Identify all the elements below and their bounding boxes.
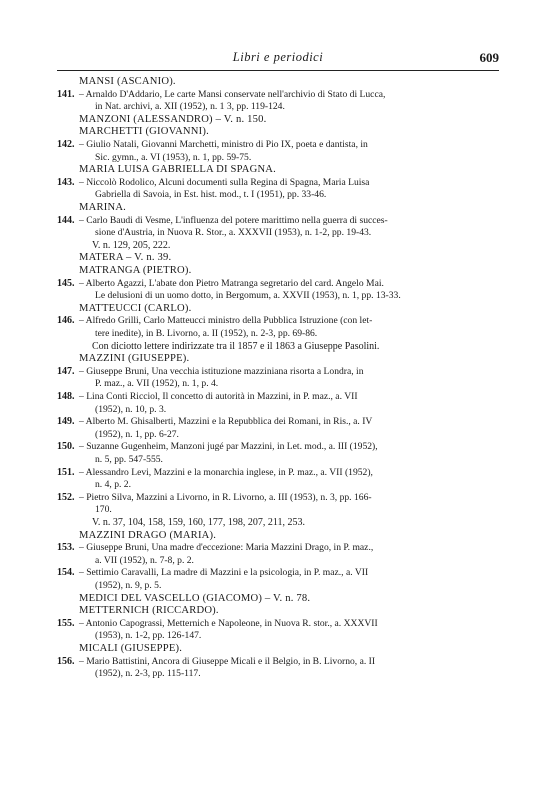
bib-continuation-line [0,328,550,340]
line-text: MANSI (ASCANIO). [79,76,176,87]
line-text: (1952), n. 2-3, pp. 115-117. [95,668,201,680]
entry-number: 153. [57,542,75,554]
line-text: MAZZINI DRAGO (MARIA). [79,529,217,541]
line-text: – Alessandro Levi, Mazzini e la monarchia inglese, in P. maz., a. VII (1952), [79,466,373,478]
subject-heading [0,126,550,138]
entry-number: 144. [57,214,75,226]
line-text: a. VII (1952), n. 7-8, p. 2. [95,554,194,566]
subject-heading [0,530,550,542]
line-text: MATRANGA (PIETRO). [79,265,192,276]
header-rule [57,70,499,71]
entry-number: 152. [57,491,75,503]
line-text: P. maz., a. VII (1952), n. 1, p. 4. [95,378,219,390]
entry-number: 148. [57,391,75,402]
line-text: MANZONI (ALESSANDRO) – V. n. 150. [79,113,267,125]
entry-number: 149. [57,416,75,428]
bib-entry-line [0,567,550,579]
subject-heading [0,252,550,264]
bib-entry-line [0,366,550,378]
line-text: sione d'Austria, in Nuova R. Stor., a. XXXVII (1953), n. 1-2, pp. 19-43. [95,227,372,239]
subject-heading [0,605,550,617]
line-text: MARINA. [79,202,127,213]
bib-continuation-line [0,668,550,680]
line-text: (1952), n. 9, p. 5. [95,580,162,591]
subject-heading [0,265,550,277]
line-text: V. n. 129, 205, 222. [92,239,171,251]
entry-number: 143. [57,176,75,188]
entry-number: 154. [57,567,75,579]
line-text: – Arnaldo D'Addario, Le carte Mansi conservate nell'archivio di Stato di Lucca, [79,88,386,100]
line-text: MATERA – V. n. 39. [79,252,172,264]
line-text: Sic. gymn., a. VI (1953), n. 1, pp. 59-75. [95,151,252,163]
subject-heading [0,353,550,365]
entry-number: 156. [57,655,75,667]
bib-continuation-line [0,580,550,592]
bib-entry-line [0,391,550,403]
line-text: (1953), n. 1-2, pp. 126-147. [95,630,202,642]
line-text: n. 5, pp. 547-555. [95,454,163,465]
line-text: – Suzanne Gugenheim, Manzoni jugé par Mazzini, in Let. mod., a. III (1952), [79,441,378,453]
bib-entry-line [0,441,550,453]
line-text: MARIA LUISA GABRIELLA DI SPAGNA. [79,164,277,176]
bib-continuation-line [0,189,550,201]
subject-heading [0,303,550,315]
page-number: 609 [479,50,499,65]
line-text: in Nat. archivi, a. XII (1952), n. 1 3, pp. 119-124. [95,101,285,113]
line-text: – Alberto M. Ghisalberti, Mazzini e la Repubblica dei Romani, in Ris., a. IV [79,416,373,428]
subject-heading [0,593,550,605]
subject-heading [0,643,550,655]
bib-entry-line [0,215,550,227]
entry-number: 150. [57,441,75,453]
running-header [57,50,499,68]
bib-entry-line [0,492,550,504]
bib-continuation-line [0,517,550,529]
line-text: METTERNICH (RICCARDO). [79,605,219,617]
line-text: – Antonio Capograssi, Metternich e Napoleone, in Nuova R. stor., a. XXXVII [79,617,378,629]
entry-number: 155. [57,617,75,629]
subject-heading [0,114,550,126]
line-text: – Lina Conti Ricciol, Il concetto di autorità in Mazzini, in P. maz., a. VII [79,391,358,402]
line-text: V. n. 37, 104, 158, 159, 160, 177, 198, 207, 211, 253. [92,517,306,528]
bib-entry-line [0,89,550,101]
bib-entry-line [0,278,550,290]
line-text: – Giuseppe Bruni, Una vecchia istituzione mazziniana risorta a Londra, in [79,365,364,377]
line-text: MEDICI DEL VASCELLO (GIACOMO) – V. n. 78. [79,592,311,604]
subject-heading [0,202,550,214]
line-text: 170. [95,504,112,516]
line-text: – Pietro Silva, Mazzini a Livorno, in R. Livorno, a. III (1953), n. 3, pp. 166- [79,491,372,503]
bib-continuation-line [0,504,550,516]
entry-number: 151. [57,466,75,478]
line-text: Con diciotto lettere indirizzate tra il 1857 e il 1863 a Giuseppe Pasolini. [92,340,380,352]
bib-entry-line [0,467,550,479]
line-text: MAZZINI (GIUSEPPE). [79,353,190,365]
bib-continuation-line [0,479,550,491]
line-text: – Giulio Natali, Giovanni Marchetti, ministro di Pio IX, poeta e dantista, in [79,139,368,150]
bib-entry-line [0,139,550,151]
line-text: MARCHETTI (GIOVANNI). [79,126,209,138]
bib-continuation-line [0,454,550,466]
line-text: (1952), n. 10, p. 3. [95,403,167,415]
bib-continuation-line [0,101,550,113]
entry-number: 145. [57,277,75,289]
bib-continuation-line [0,290,550,302]
line-text: (1952), n. 1, pp. 6-27. [95,428,179,440]
bib-entry-line [0,416,550,428]
entry-number: 147. [57,365,75,377]
line-text: Gabriella di Savoia, in Est. hist. mod., t. I (1951), pp. 33-46. [95,189,327,201]
line-text: n. 4, p. 2. [95,479,131,491]
line-text: – Alberto Agazzi, L'abate don Pietro Matranga segretario del card. Angelo Mai. [79,277,384,289]
line-text: – Mario Battistini, Ancora di Giuseppe Micali e il Belgio, in B. Livorno, a. II [79,655,376,667]
line-text: – Giuseppe Bruni, Una madre d'eccezione: Maria Mazzini Drago, in P. maz., [79,542,374,554]
bib-continuation-line [0,555,550,567]
line-text: – Settimio Caravalli, La madre di Mazzini e la psicologia, in P. maz., a. VII [79,567,369,579]
subject-heading [0,76,550,88]
line-text: tere inedite), in B. Livorno, a. II (1952), n. 2-3, pp. 69-86. [95,328,318,339]
bib-continuation-line [0,630,550,642]
line-text: MICALI (GIUSEPPE). [79,643,183,654]
entry-number: 142. [57,139,75,150]
line-text: MATTEUCCI (CARLO). [79,302,192,314]
line-text: – Niccolò Rodolico, Alcuni documenti sulla Regina di Spagna, Maria Luisa [79,176,370,188]
bib-entry-line [0,542,550,554]
line-text: – Alfredo Grilli, Carlo Matteucci ministro della Pubblica Istruzione (con let- [79,315,373,327]
bib-continuation-line [0,341,550,353]
line-text: Le delusioni di un uomo dotto, in Bergomum, a. XXVII (1953), n. 1, pp. 13-33. [95,290,401,302]
bib-continuation-line [0,227,550,239]
bib-entry-line [0,315,550,327]
bib-entry-line [0,618,550,630]
bib-continuation-line [0,378,550,390]
subject-heading [0,164,550,176]
bib-continuation-line [0,404,550,416]
entry-number: 141. [57,88,75,100]
bib-entry-line [0,177,550,189]
bib-continuation-line [0,240,550,252]
bib-continuation-line [0,152,550,164]
bib-continuation-line [0,429,550,441]
bib-entry-line [0,656,550,668]
line-text: – Carlo Baudi di Vesme, L'influenza del potere marittimo nella guerra di succes- [79,214,388,226]
entry-number: 146. [57,315,75,327]
running-title: Libri e periodici [232,50,324,64]
